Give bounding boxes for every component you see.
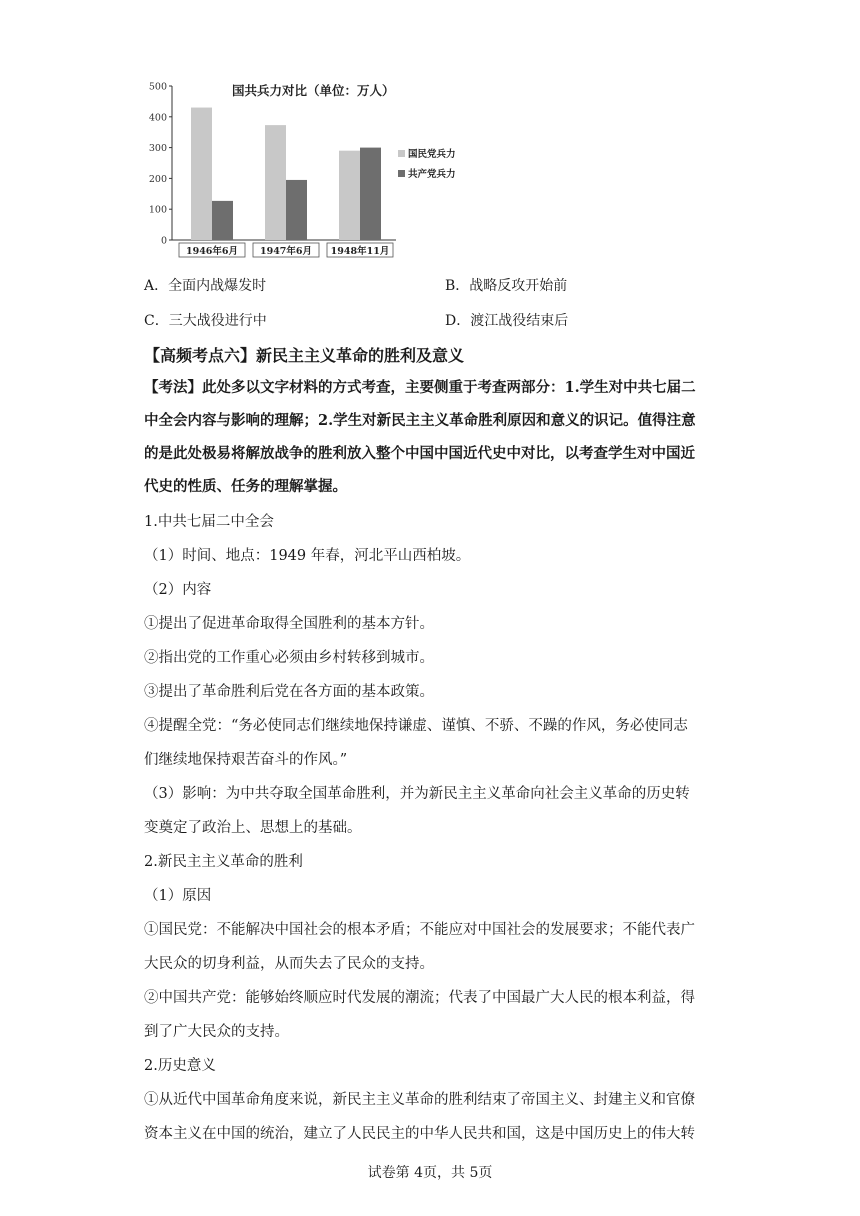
x-category-label: 1947年6月	[259, 246, 313, 257]
legend-label: 共产党兵力	[408, 169, 456, 180]
legend-label: 国民党兵力	[408, 149, 456, 160]
body-line: 2.历史意义	[144, 1058, 216, 1074]
bar-kmt	[339, 151, 360, 240]
body-line: （1）时间、地点：1949 年春，河北平山西柏坡。	[144, 548, 471, 564]
kaofa-line: 代史的性质、任务的理解掌握。	[144, 478, 347, 495]
body-line: ②中国共产党：能够始终顺应时代发展的潮流；代表了中国最广大人民的根本利益，得	[144, 990, 695, 1006]
kaofa-line: 中全会内容与影响的理解；2.学生对新民主主义革命胜利原因和意义的识记。值得注意	[144, 412, 696, 429]
body-line: 2.新民主主义革命的胜利	[144, 854, 303, 870]
y-tick-label: 400	[148, 112, 167, 124]
body-line: 大民众的切身利益，从而失去了民众的支持。	[144, 956, 434, 972]
chart-title: 国共兵力对比（单位：万人）	[232, 83, 395, 98]
option-b[interactable]: B．战略反攻开始前	[445, 278, 568, 294]
body-line: ④提醒全党：“务必使同志们继续地保持谦虚、谨慎、不骄、不躁的作风，务必使同志	[144, 718, 688, 734]
bar-cpc	[360, 148, 381, 240]
section-heading: 【高频考点六】新民主主义革命的胜利及意义	[144, 346, 465, 365]
body-line: ②指出党的工作重心必须由乡村转移到城市。	[144, 650, 434, 666]
y-tick-label: 0	[160, 235, 167, 247]
body-line: 们继续地保持艰苦奋斗的作风。”	[144, 752, 348, 768]
page-footer: 试卷第 4页，共 5页	[367, 1165, 493, 1181]
bar-kmt	[191, 108, 212, 240]
option-d[interactable]: D．渡江战役结束后	[445, 313, 569, 329]
y-tick-label: 300	[148, 143, 167, 155]
y-tick-label: 500	[148, 81, 167, 93]
body-line: 变奠定了政治上、思想上的基础。	[144, 820, 362, 836]
body-line: ①提出了促进革命取得全国胜利的基本方针。	[144, 616, 434, 632]
y-tick-label: 200	[148, 173, 167, 185]
body-line: （3）影响：为中共夺取全国革命胜利，并为新民主主义革命向社会主义革命的历史转	[144, 786, 690, 802]
body-line: 1.中共七届二中全会	[144, 514, 274, 530]
x-category-label: 1948年11月	[330, 246, 390, 257]
bar-cpc	[212, 201, 233, 240]
legend-swatch	[398, 150, 405, 157]
body-line: （1）原因	[144, 888, 212, 904]
x-category-label: 1946年6月	[185, 246, 239, 257]
legend-swatch	[398, 170, 405, 177]
y-tick-label: 100	[148, 204, 167, 216]
body-line: ①从近代中国革命角度来说，新民主主义革命的胜利结束了帝国主义、封建主义和官僚	[144, 1092, 695, 1108]
bar-kmt	[265, 125, 286, 240]
kaofa-line: 【考法】此处多以文字材料的方式考查，主要侧重于考查两部分：1.学生对中共七届二	[144, 379, 696, 396]
kaofa-line: 的是此处极易将解放战争的胜利放入整个中国中国近代史中对比，以考查学生对中国近	[144, 445, 695, 462]
body-line: ③提出了革命胜利后党在各方面的基本政策。	[144, 684, 434, 700]
troop-comparison-chart	[140, 78, 480, 260]
body-line: ①国民党：不能解决中国社会的根本矛盾；不能应对中国社会的发展要求；不能代表广	[144, 922, 695, 938]
option-c[interactable]: C．三大战役进行中	[144, 313, 267, 329]
bar-chart-svg	[140, 78, 480, 260]
option-a[interactable]: A．全面内战爆发时	[144, 278, 267, 294]
bar-cpc	[286, 180, 307, 240]
body-line: （2）内容	[144, 582, 212, 598]
body-line: 资本主义在中国的统治，建立了人民民主的中华人民共和国，这是中国历史上的伟大转	[144, 1126, 695, 1142]
body-line: 到了广大民众的支持。	[144, 1024, 289, 1040]
